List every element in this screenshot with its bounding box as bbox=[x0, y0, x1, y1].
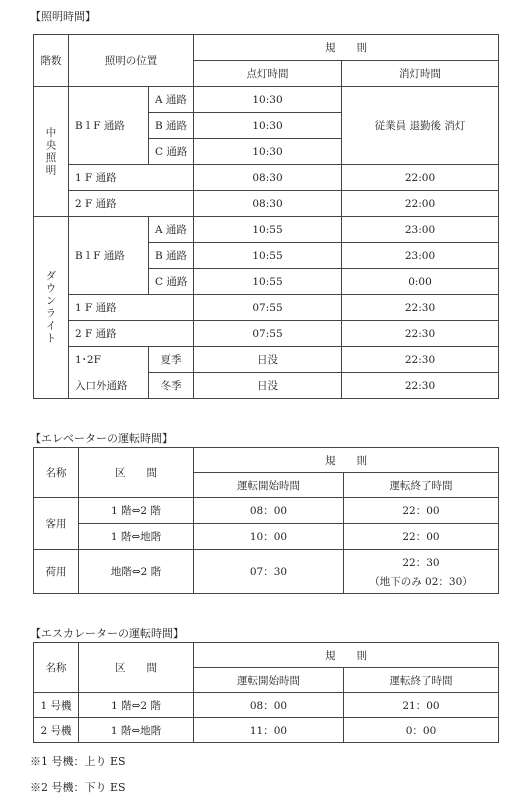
start-header: 運転開始時間 bbox=[194, 473, 344, 498]
cell: 07：30 bbox=[194, 550, 344, 594]
entrance-line1: 1･2F bbox=[69, 347, 149, 373]
b1-corridor: B１F 通路 bbox=[69, 87, 149, 165]
cell: 08:30 bbox=[194, 165, 342, 191]
cell: 従業員 退勤後 消灯 bbox=[342, 87, 499, 165]
cell: 07:55 bbox=[194, 295, 342, 321]
section-header: 区 間 bbox=[79, 643, 194, 693]
cell: 10:30 bbox=[194, 139, 342, 165]
corridor-a: A 通路 bbox=[149, 87, 194, 113]
cell: 0：00 bbox=[344, 718, 499, 743]
section-cell: 1 階⇔地階 bbox=[79, 524, 194, 550]
section-header: 区 間 bbox=[79, 448, 194, 498]
end-header: 運転終了時間 bbox=[344, 668, 499, 693]
elevator-title: 【エレベーターの運転時間】 bbox=[30, 432, 173, 445]
corridor-1f: 1 F 通路 bbox=[69, 295, 194, 321]
rule-header: 規 則 bbox=[194, 35, 499, 61]
cell bbox=[344, 550, 499, 594]
cell: 22:30 bbox=[342, 347, 499, 373]
cell: 22：00 bbox=[344, 498, 499, 524]
cell: 10：00 bbox=[194, 524, 344, 550]
cell: 08：00 bbox=[194, 498, 344, 524]
start-header: 運転開始時間 bbox=[194, 668, 344, 693]
cargo-elevator: 荷用 bbox=[34, 550, 79, 594]
note-1: ※1 号機：上り ES bbox=[30, 755, 126, 768]
cell: 22:00 bbox=[342, 165, 499, 191]
cell: 21：00 bbox=[344, 693, 499, 718]
on-time-header: 点灯時間 bbox=[194, 61, 342, 87]
guest-elevator: 客用 bbox=[34, 498, 79, 550]
cell: 08：00 bbox=[194, 693, 344, 718]
section-cell: 地階⇔2 階 bbox=[79, 550, 194, 594]
cell: 10:55 bbox=[194, 243, 342, 269]
central-lighting-label: 中央照明 bbox=[44, 126, 57, 177]
cell: 10:55 bbox=[194, 269, 342, 295]
corridor-2f: 2 F 通路 bbox=[69, 191, 194, 217]
cell: 10:30 bbox=[194, 87, 342, 113]
end-header: 運転終了時間 bbox=[344, 473, 499, 498]
corridor-2f: 2 F 通路 bbox=[69, 321, 194, 347]
cell: 08:30 bbox=[194, 191, 342, 217]
cell: 10:30 bbox=[194, 113, 342, 139]
corridor-c: C 通路 bbox=[149, 269, 194, 295]
cell: 22:30 bbox=[342, 373, 499, 399]
elevator-table bbox=[33, 447, 499, 594]
cell: 0:00 bbox=[342, 269, 499, 295]
escalator-table bbox=[33, 642, 499, 743]
corridor-a: A 通路 bbox=[149, 217, 194, 243]
cell: 22：00 bbox=[344, 524, 499, 550]
cell: 日没 bbox=[194, 373, 342, 399]
section-cell: 1 階⇔地階 bbox=[79, 718, 194, 743]
cell: 11：00 bbox=[194, 718, 344, 743]
off-time-header: 消灯時間 bbox=[342, 61, 499, 87]
season-summer: 夏季 bbox=[149, 347, 194, 373]
cell: 22:00 bbox=[342, 191, 499, 217]
corridor-c: C 通路 bbox=[149, 139, 194, 165]
position-header: 照明の位置 bbox=[69, 35, 194, 87]
cell: 23:00 bbox=[342, 243, 499, 269]
unit-1: 1 号機 bbox=[34, 693, 79, 718]
cell: 日没 bbox=[194, 347, 342, 373]
cell: 07:55 bbox=[194, 321, 342, 347]
section-cell: 1 階⇔2 階 bbox=[79, 693, 194, 718]
downlight-label: ダウンライト bbox=[44, 270, 57, 345]
downlight-group bbox=[34, 217, 69, 399]
corridor-1f: 1 F 通路 bbox=[69, 165, 194, 191]
rule-header: 規 則 bbox=[194, 448, 499, 473]
floor-header: 階数 bbox=[34, 35, 69, 87]
cell: 22:30 bbox=[342, 321, 499, 347]
lighting-table bbox=[33, 34, 499, 399]
cell: 10:55 bbox=[194, 217, 342, 243]
cell: 23:00 bbox=[342, 217, 499, 243]
note-2: ※2 号機：下り ES bbox=[30, 781, 126, 794]
unit-2: 2 号機 bbox=[34, 718, 79, 743]
b1-corridor: B１F 通路 bbox=[69, 217, 149, 295]
corridor-b: B 通路 bbox=[149, 113, 194, 139]
corridor-b: B 通路 bbox=[149, 243, 194, 269]
name-header: 名称 bbox=[34, 448, 79, 498]
cell: 22:30 bbox=[342, 295, 499, 321]
end-time-line1: 22：30 bbox=[402, 556, 440, 569]
season-winter: 冬季 bbox=[149, 373, 194, 399]
rule-header: 規 則 bbox=[194, 643, 499, 668]
entrance-line2: 入口外通路 bbox=[69, 373, 149, 399]
lighting-title: 【照明時間】 bbox=[30, 10, 96, 23]
name-header: 名称 bbox=[34, 643, 79, 693]
central-lighting-group bbox=[34, 87, 69, 217]
escalator-title: 【エスカレーターの運転時間】 bbox=[30, 627, 184, 640]
section-cell: 1 階⇔2 階 bbox=[79, 498, 194, 524]
end-time-line2: （地下のみ 02：30） bbox=[369, 575, 473, 588]
